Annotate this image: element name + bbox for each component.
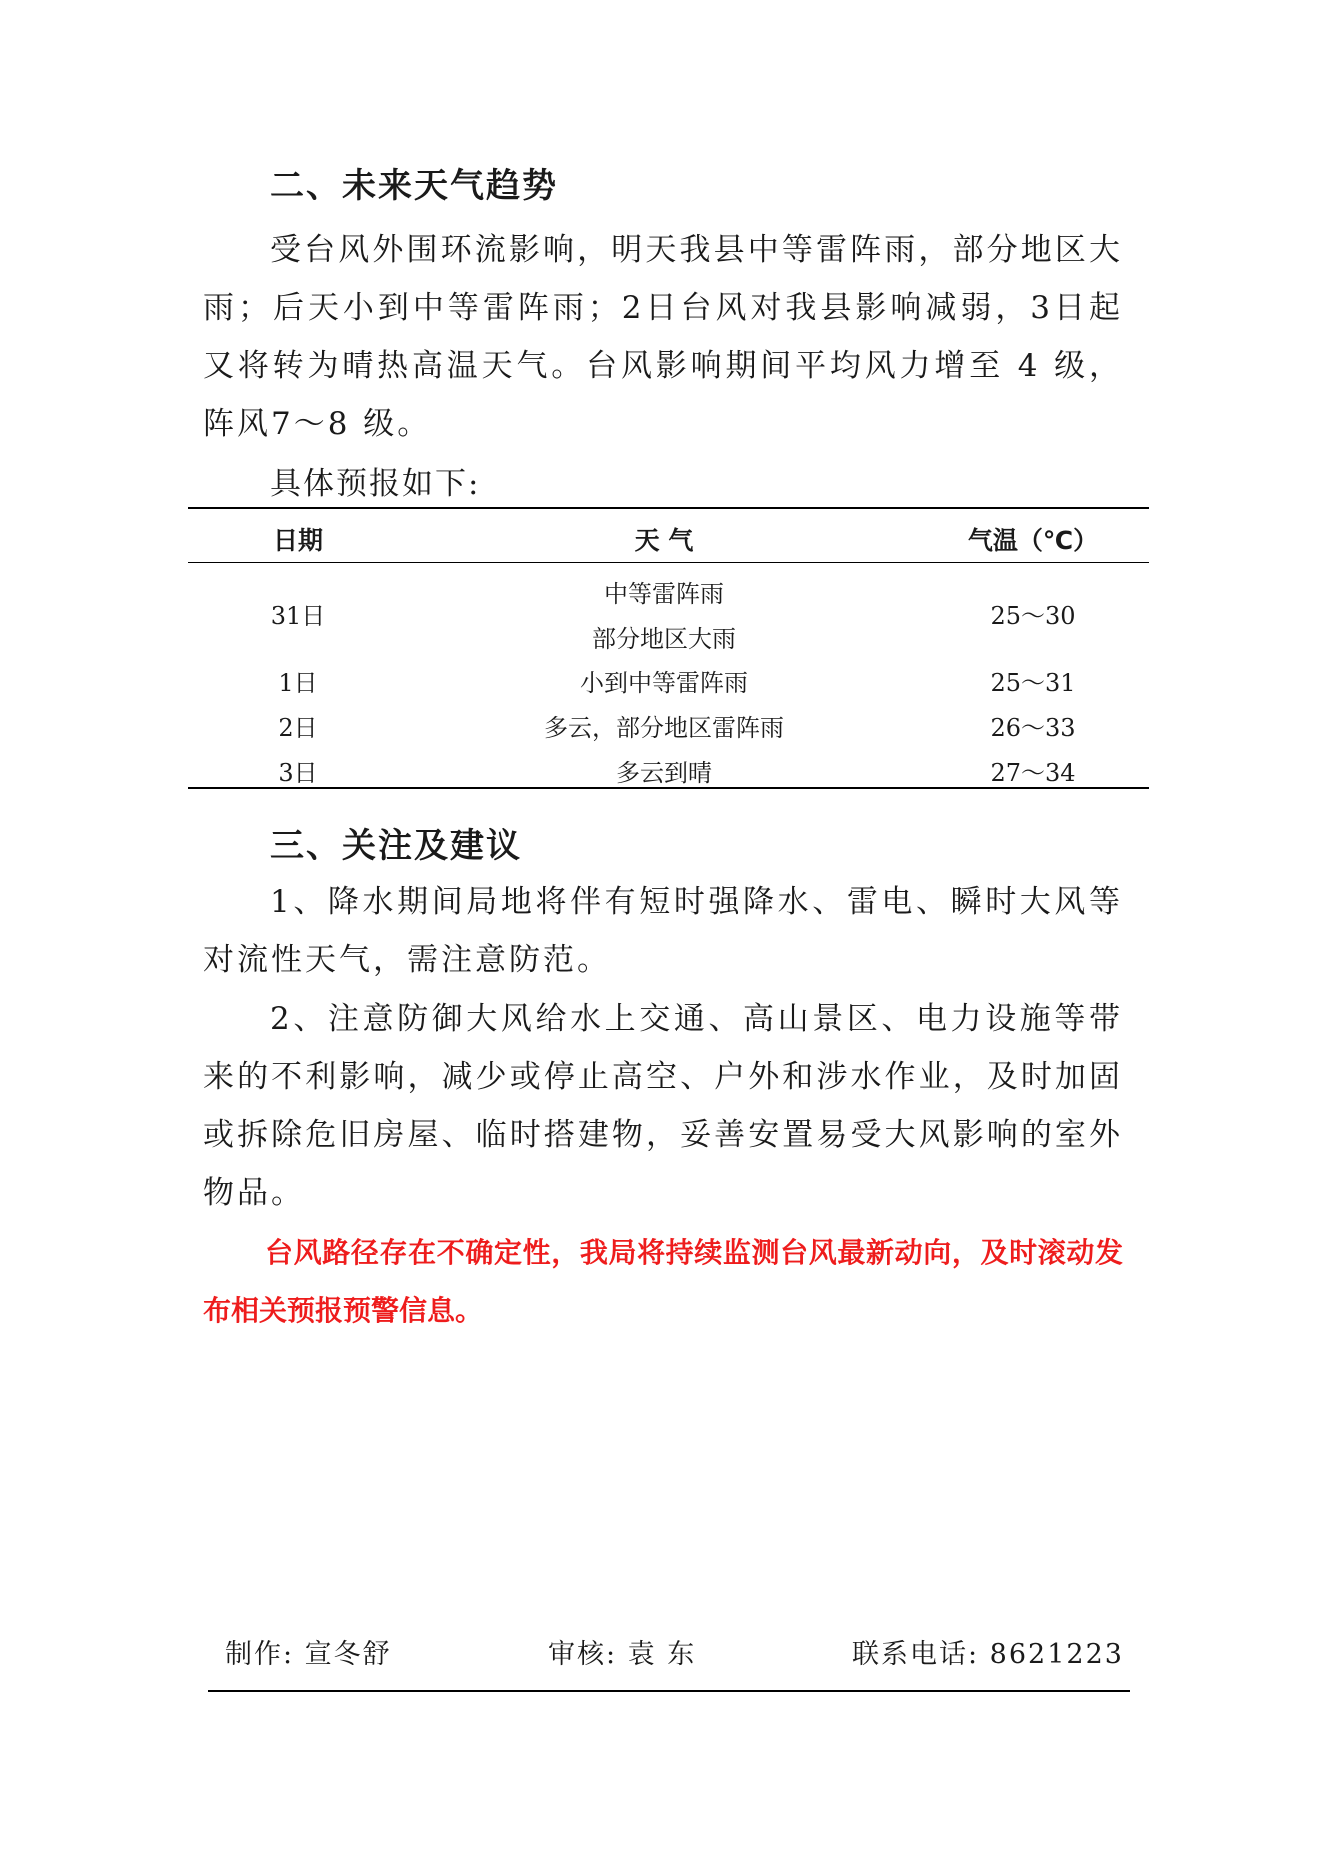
row-temp: 25～31 bbox=[990, 669, 1076, 697]
advice-item-2: 2、注意防御大风给水上交通、高山景区、电力设施等带来的不利影响，减少或停止高空、户外和涉水作业，及时加固或拆除危旧房屋、临时搭建物，妥善安置易受大风影响的室外物品。 bbox=[203, 1001, 1123, 1211]
section2-heading: 二、未来天气趋势 bbox=[270, 166, 558, 206]
row-temp: 26～33 bbox=[990, 714, 1076, 742]
table-bottom-rule bbox=[188, 787, 1149, 789]
row-date: 3日 bbox=[278, 759, 318, 787]
footer-reviewer: 审核: 袁 东 bbox=[548, 1639, 697, 1670]
forecast-intro: 具体预报如下: bbox=[270, 466, 481, 502]
row-weather: 多云，部分地区雷阵雨 bbox=[544, 714, 784, 742]
row-temp: 27～34 bbox=[990, 759, 1076, 787]
header-temp: 气温（℃） bbox=[967, 526, 1099, 555]
footer-rule bbox=[208, 1690, 1130, 1692]
section3-heading: 三、关注及建议 bbox=[270, 826, 522, 866]
uncertainty-notice: 台风路径存在不确定性，我局将持续监测台风最新动向，及时滚动发布相关预报预警信息。 bbox=[203, 1236, 1123, 1327]
row-date: 31日 bbox=[270, 602, 326, 630]
row-temp: 25～30 bbox=[990, 602, 1076, 630]
footer-producer: 制作: 宣冬舒 bbox=[225, 1639, 392, 1670]
row-date: 2日 bbox=[278, 714, 318, 742]
table-header-rule bbox=[188, 562, 1149, 563]
advice-item-1: 1、降水期间局地将伴有短时强降水、雷电、瞬时大风等对流性天气，需注意防范。 bbox=[203, 884, 1123, 978]
row-date: 1日 bbox=[278, 669, 318, 697]
table-top-rule bbox=[188, 507, 1149, 509]
section2-paragraph: 受台风外围环流影响，明天我县中等雷阵雨，部分地区大雨；后天小到中等雷阵雨；2日台风对我县影响减弱，3日起又将转为晴热高温天气。台风影响期间平均风力增至 4 级，阵风7～8 级。 bbox=[203, 232, 1123, 442]
header-date: 日期 bbox=[272, 526, 324, 555]
row-weather-line2: 部分地区大雨 bbox=[592, 625, 736, 653]
row-weather: 小到中等雷阵雨 bbox=[580, 669, 748, 697]
header-weather: 天 气 bbox=[634, 526, 694, 555]
footer-phone: 联系电话: 8621223 bbox=[852, 1639, 1124, 1670]
row-weather-line1: 中等雷阵雨 bbox=[604, 580, 724, 608]
row-weather: 多云到晴 bbox=[616, 759, 712, 787]
